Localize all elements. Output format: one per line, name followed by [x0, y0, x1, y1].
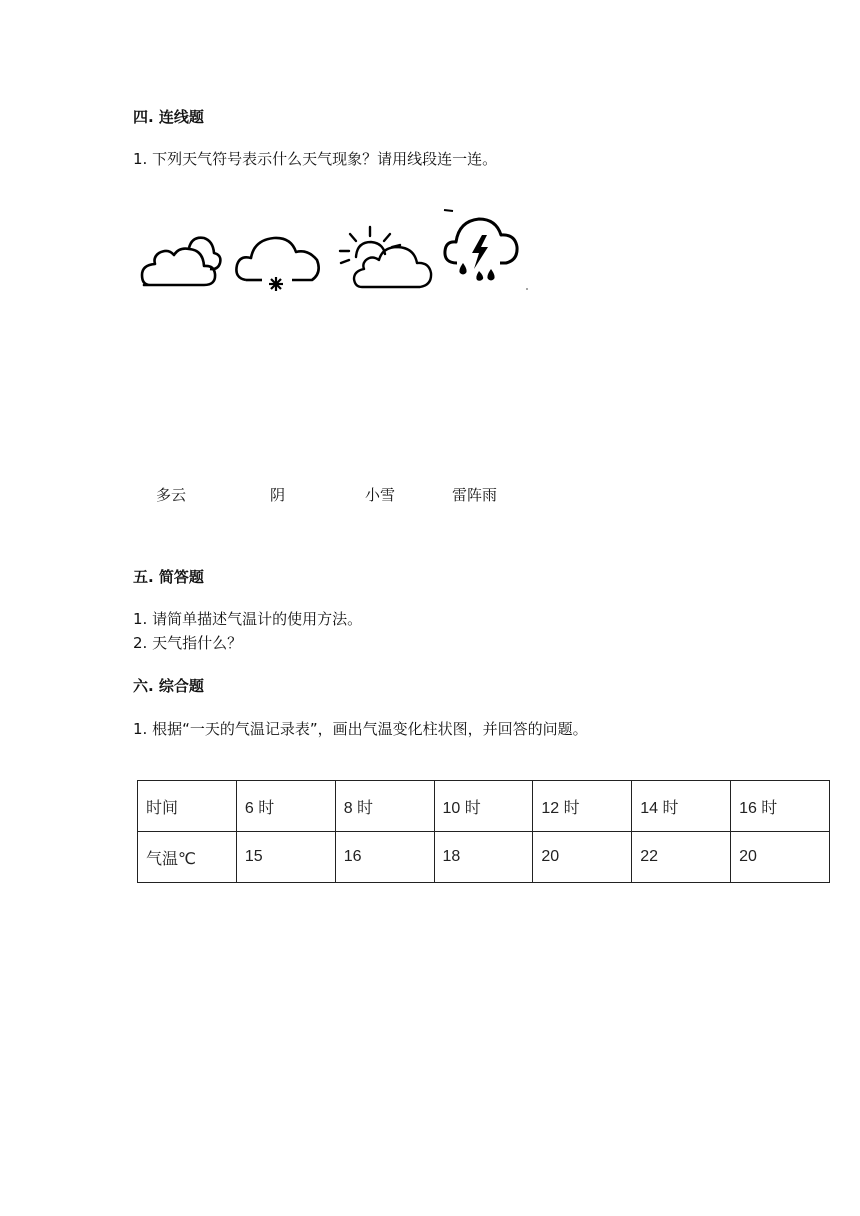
thunderstorm-icon: [444, 210, 528, 290]
table-row-temperature: [138, 832, 830, 883]
weather-label-overcast: 阴: [270, 486, 286, 504]
table-cell: 22: [632, 832, 731, 883]
table-cell: 14 时: [632, 781, 731, 832]
table-cell: 10 时: [434, 781, 533, 832]
table-cell: 18: [434, 832, 533, 883]
weather-symbols: [134, 205, 534, 300]
table-cell: 15: [236, 832, 335, 883]
short-answer-question-1: 1. 请简单描述气温计的使用方法。: [133, 610, 363, 628]
section-heading-short-answer: 五. 简答题: [133, 568, 204, 586]
table-cell: 20: [731, 832, 830, 883]
table-cell: 16: [335, 832, 434, 883]
weather-label-cloudy: 多云: [156, 486, 187, 504]
snow-cloud-icon: [236, 238, 318, 291]
section-heading-comprehensive: 六. 综合题: [133, 677, 204, 695]
table-cell: 8 时: [335, 781, 434, 832]
temperature-record-table: [137, 780, 830, 883]
table-cell: 6 时: [236, 781, 335, 832]
table-cell: 气温℃: [138, 832, 237, 883]
sun-cloud-icon: [340, 227, 431, 287]
weather-label-light-snow: 小雪: [365, 486, 396, 504]
table-cell: 20: [533, 832, 632, 883]
table-cell: 时间: [138, 781, 237, 832]
section-heading-matching: 四. 连线题: [133, 108, 204, 126]
table-cell: 16 时: [731, 781, 830, 832]
table-cell: 12 时: [533, 781, 632, 832]
weather-label-thunder-shower: 雷阵雨: [452, 486, 498, 504]
table-row-time: [138, 781, 830, 832]
cloud-icon: [142, 238, 220, 285]
matching-question: 1. 下列天气符号表示什么天气现象？请用线段连一连。: [133, 150, 498, 168]
short-answer-question-2: 2. 天气指什么？: [133, 634, 243, 652]
comprehensive-question: 1. 根据“一天的气温记录表”，画出气温变化柱状图，并回答的问题。: [133, 720, 588, 738]
